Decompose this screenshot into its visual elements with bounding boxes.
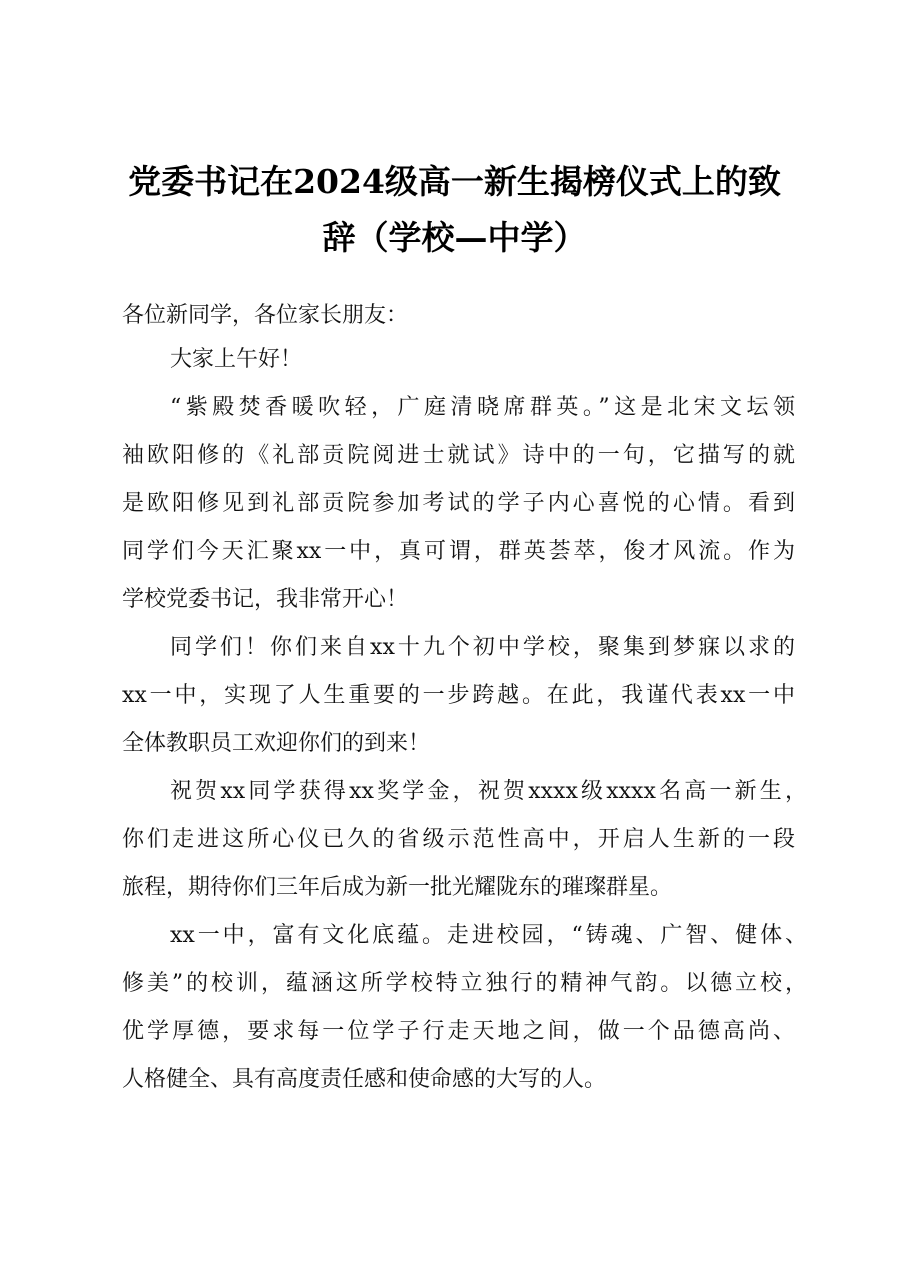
paragraph-line: xx一中，实现了人生重要的一步跨越。在此，我谨代表xx一中 bbox=[122, 683, 795, 708]
paragraph-line: 学校党委书记，我非常开心！ bbox=[122, 587, 409, 612]
paragraph-line: 优学厚德，要求每一位学子行走天地之间，做一个品德高尚、 bbox=[122, 1019, 795, 1044]
paragraph-line: 是欧阳修见到礼部贡院参加考试的学子内心喜悦的心情。看到 bbox=[122, 491, 795, 516]
paragraph-line: 全体教职员工欢迎你们的到来！ bbox=[122, 731, 431, 756]
document-title-line-2: 辞（学校—中学） bbox=[322, 218, 587, 257]
greeting: 大家上午好！ bbox=[170, 347, 303, 372]
paragraph-line: 人格健全、具有高度责任感和使命感的大写的人。 bbox=[122, 1067, 607, 1092]
paragraph-line: “紫殿焚香暖吹轻，广庭清晓席群英。”这是北宋文坛领 bbox=[170, 395, 795, 420]
document-title-line-1: 党委书记在2024级高一新生揭榜仪式上的致 bbox=[128, 162, 781, 201]
paragraph-line: 同学们！你们来自xx十九个初中学校，聚集到梦寐以求的 bbox=[170, 635, 795, 660]
paragraph-line: xx一中，富有文化底蕴。走进校园，“铸魂、广智、健体、 bbox=[170, 923, 807, 948]
paragraph-line: 旅程，期待你们三年后成为新一批光耀陇东的璀璨群星。 bbox=[122, 875, 673, 900]
paragraph-line: 你们走进这所心仪已久的省级示范性高中，开启人生新的一段 bbox=[122, 827, 795, 852]
salutation: 各位新同学，各位家长朋友： bbox=[122, 303, 409, 328]
paragraph-line: 修美”的校训，蕴涵这所学校特立独行的精神气韵。以德立校， bbox=[122, 971, 807, 996]
paragraph-line: 同学们今天汇聚xx一中，真可谓，群英荟萃，俊才风流。作为 bbox=[122, 539, 795, 564]
paragraph-line: 袖欧阳修的《礼部贡院阅进士就试》诗中的一句，它描写的就 bbox=[122, 443, 795, 468]
paragraph-line: 祝贺xx同学获得xx奖学金，祝贺xxxx级xxxx名高一新生， bbox=[170, 779, 807, 804]
